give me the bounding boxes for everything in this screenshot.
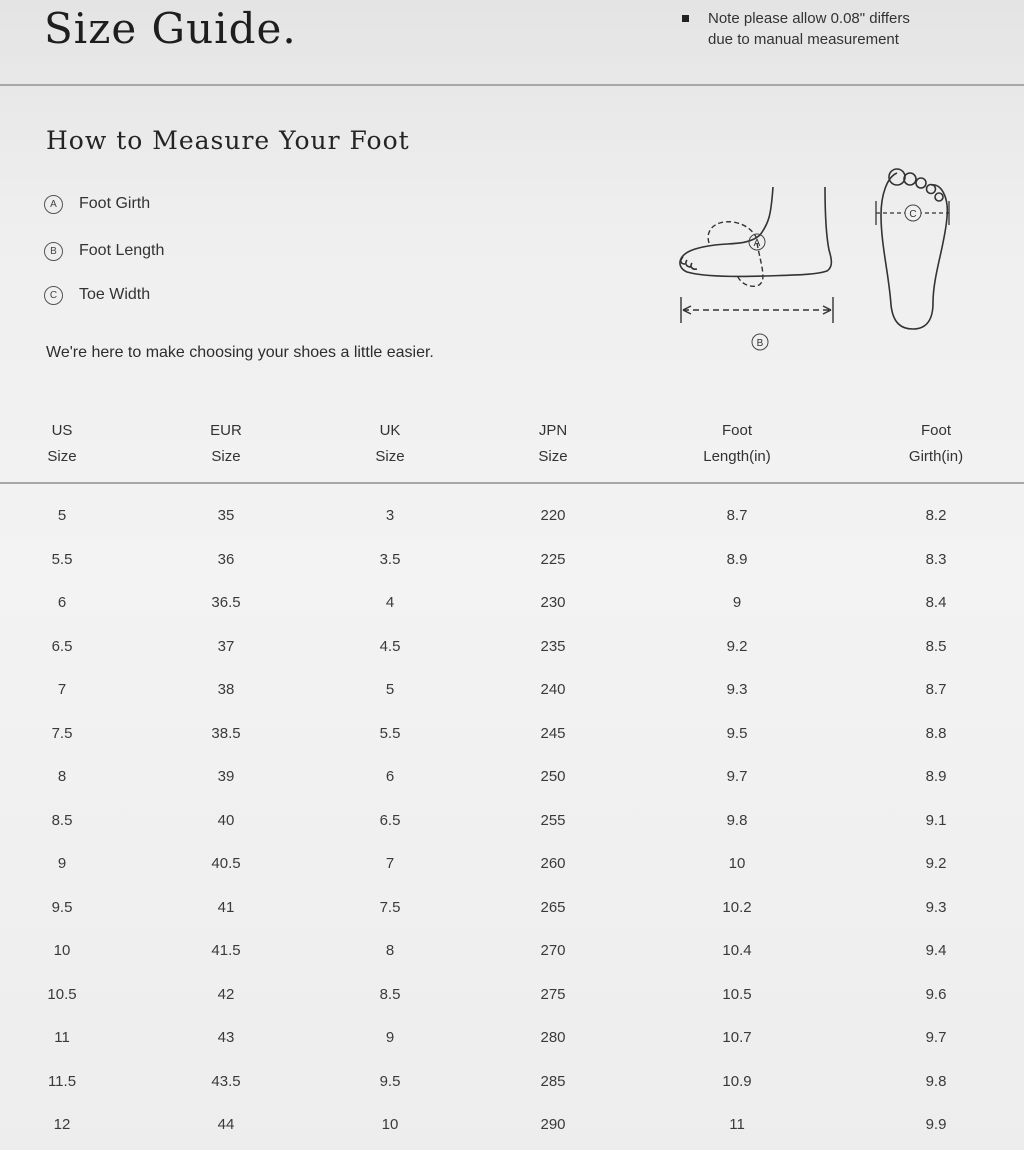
table-cell: 8	[385, 942, 395, 959]
marker-b-icon: B	[44, 242, 63, 261]
column-header-eur	[210, 418, 242, 470]
table-cell: 7.5	[379, 898, 401, 916]
table-cell: 255	[540, 811, 566, 829]
table-cell: 9	[385, 1029, 395, 1046]
table-cell: 9	[732, 594, 742, 611]
table-cell: 8.2	[925, 507, 947, 524]
table-cell: 9.6	[925, 985, 947, 1003]
table-cell: 240	[540, 681, 566, 698]
table-cell: 9.4	[925, 942, 947, 959]
table-cell: 225	[540, 550, 566, 568]
table-row	[0, 845, 1024, 888]
column-header-line: Girth(in)	[908, 448, 964, 465]
length-measure-line	[681, 297, 833, 323]
legend-item-toe-width	[44, 283, 150, 307]
table-cell: 8.9	[726, 550, 748, 568]
table-row	[0, 932, 1024, 975]
column-header-jpn	[538, 418, 567, 470]
table-cell: 35	[217, 507, 235, 524]
table-cell: 285	[540, 1072, 566, 1090]
table-row	[0, 671, 1024, 714]
table-cell: 8.5	[379, 985, 401, 1003]
table-cell: 9.2	[925, 855, 947, 872]
table-cell: 38.5	[211, 724, 241, 742]
column-header-foot-length	[703, 418, 771, 470]
table-cell: 5.5	[51, 550, 73, 568]
table-cell: 42	[217, 985, 235, 1003]
note-text: Note please allow 0.08" differs due to manual measurement	[708, 10, 910, 48]
table-cell: 9.3	[925, 898, 947, 916]
table-cell: 10	[53, 942, 71, 959]
column-header-us	[47, 418, 76, 470]
table-cell: 9.8	[925, 1072, 947, 1090]
legend-label: Foot Girth	[79, 195, 151, 212]
table-cell: 10	[381, 1116, 399, 1133]
table-row	[0, 628, 1024, 671]
legend-item-foot-girth	[44, 192, 150, 216]
table-cell: 275	[540, 985, 566, 1003]
column-header-line: Size	[47, 448, 77, 465]
table-row	[0, 715, 1024, 758]
table-cell: 10.9	[722, 1072, 752, 1090]
table-row	[0, 1063, 1024, 1106]
legend-label: Foot Length	[79, 242, 165, 259]
column-header-line: Length(in)	[703, 448, 771, 465]
table-cell: 8.3	[925, 550, 947, 568]
table-cell: 43	[217, 1029, 235, 1046]
table-cell: 36.5	[211, 594, 241, 611]
table-cell: 9.7	[726, 768, 748, 785]
column-header-line: JPN	[538, 422, 568, 439]
table-cell: 290	[540, 1116, 566, 1133]
table-cell: 260	[540, 855, 566, 872]
table-cell: 9.5	[726, 724, 748, 742]
table-header-divider	[0, 482, 1024, 484]
table-row	[0, 541, 1024, 584]
table-cell: 9.2	[726, 637, 748, 655]
table-cell: 9.1	[925, 811, 947, 829]
legend-label: Toe Width	[79, 286, 151, 303]
column-header-line: Size	[538, 448, 568, 465]
table-cell: 6.5	[51, 637, 73, 655]
side-foot-icon	[680, 187, 831, 277]
section-title: How to Measure Your Foot	[46, 126, 410, 155]
table-cell: 9.9	[925, 1116, 947, 1133]
foot-diagram-icon	[665, 165, 965, 360]
diagram-label-c: C	[909, 209, 917, 220]
table-cell: 8.7	[925, 681, 947, 698]
table-cell: 8.9	[925, 768, 947, 785]
table-cell: 250	[540, 768, 566, 785]
table-row	[0, 497, 1024, 540]
table-cell: 7	[57, 681, 67, 698]
table-cell: 6	[385, 768, 395, 785]
size-table-header	[0, 412, 1024, 482]
bullet-icon	[682, 15, 689, 22]
table-cell: 9.5	[51, 898, 73, 916]
table-cell: 265	[540, 898, 566, 916]
column-header-line: EUR	[210, 422, 242, 439]
table-cell: 39	[217, 768, 235, 785]
table-cell: 280	[540, 1029, 566, 1046]
table-cell: 6.5	[379, 811, 401, 829]
table-cell: 9.3	[726, 681, 748, 698]
table-cell: 8.5	[51, 811, 73, 829]
table-row	[0, 889, 1024, 932]
table-cell: 43.5	[211, 1072, 241, 1090]
table-cell: 270	[540, 942, 566, 959]
column-header-line: Foot	[721, 422, 753, 439]
table-cell: 3.5	[379, 550, 401, 568]
footprint-icon	[881, 169, 947, 329]
page-title: Size Guide.	[44, 4, 297, 53]
table-cell: 12	[53, 1116, 71, 1133]
table-cell: 8.4	[925, 594, 947, 611]
diagram-label-a: A	[753, 238, 761, 249]
table-cell: 11.5	[47, 1072, 77, 1090]
column-header-uk	[375, 418, 404, 470]
table-cell: 9	[57, 855, 67, 872]
table-cell: 8.7	[726, 507, 748, 524]
table-cell: 10.5	[47, 985, 77, 1003]
table-cell: 44	[217, 1116, 235, 1133]
table-cell: 41	[217, 898, 235, 916]
table-cell: 40	[217, 811, 235, 829]
table-cell: 10	[728, 855, 746, 872]
tagline: We're here to make choosing your shoes a little easier.	[46, 344, 434, 361]
measurement-note	[682, 8, 1002, 50]
marker-c-icon: C	[44, 286, 63, 305]
table-row	[0, 758, 1024, 801]
table-cell: 5	[57, 507, 67, 524]
table-cell: 11	[54, 1029, 70, 1046]
column-header-foot-girth	[909, 418, 963, 470]
table-cell: 3	[385, 507, 395, 524]
table-cell: 41.5	[211, 942, 241, 959]
column-header-line: Foot	[920, 422, 952, 439]
table-cell: 9.5	[379, 1072, 401, 1090]
table-cell: 220	[540, 507, 566, 524]
table-cell: 11	[729, 1116, 745, 1133]
column-header-line: Size	[211, 448, 241, 465]
table-row	[0, 1106, 1024, 1149]
header-divider	[0, 84, 1024, 86]
table-cell: 7.5	[51, 724, 73, 742]
table-cell: 235	[540, 637, 566, 655]
table-cell: 7	[385, 855, 395, 872]
table-cell: 8.8	[925, 724, 947, 742]
table-row	[0, 976, 1024, 1019]
table-cell: 8	[57, 768, 67, 785]
table-row	[0, 584, 1024, 627]
table-row	[0, 1019, 1024, 1062]
table-cell: 36	[217, 550, 235, 568]
legend-item-foot-length	[44, 239, 164, 263]
table-cell: 4	[385, 594, 395, 611]
table-cell: 9.8	[726, 811, 748, 829]
table-cell: 10.7	[722, 1029, 752, 1046]
table-cell: 4.5	[379, 637, 401, 655]
table-cell: 5	[385, 681, 395, 698]
table-cell: 6	[57, 594, 67, 611]
table-cell: 37	[217, 637, 235, 655]
table-cell: 10.4	[722, 942, 752, 959]
table-cell: 245	[540, 724, 566, 742]
column-header-line: UK	[379, 422, 401, 439]
column-header-line: US	[51, 422, 73, 439]
table-row	[0, 802, 1024, 845]
table-cell: 10.5	[722, 985, 752, 1003]
diagram-label-b: B	[756, 338, 764, 349]
table-cell: 40.5	[211, 855, 241, 872]
marker-a-icon: A	[44, 195, 63, 214]
table-cell: 8.5	[925, 637, 947, 655]
table-cell: 38	[217, 681, 235, 698]
table-cell: 10.2	[722, 898, 752, 916]
table-cell: 9.7	[925, 1029, 947, 1046]
column-header-line: Size	[375, 448, 405, 465]
table-cell: 230	[540, 594, 566, 611]
table-cell: 5.5	[379, 724, 401, 742]
